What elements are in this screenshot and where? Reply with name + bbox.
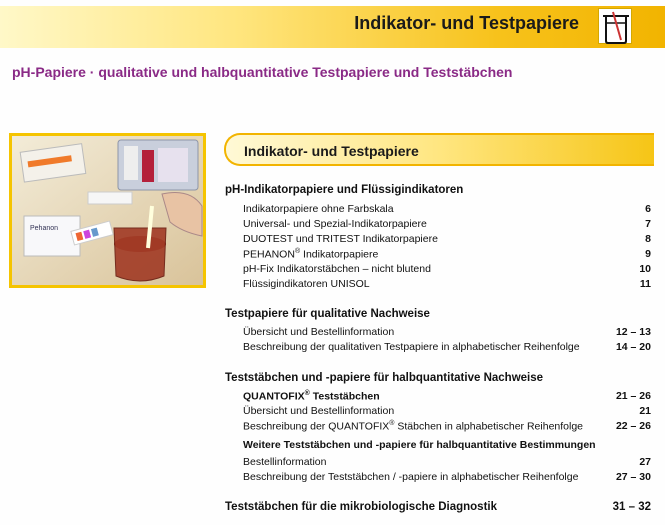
toc-entry[interactable]: Bestellinformation 27 bbox=[243, 456, 651, 468]
toc-subheading: Weitere Teststäbchen und -papiere für halbquantitative Bestimmungen bbox=[243, 439, 596, 451]
section-title-ph: pH-Indikatorpapiere und Flüssigindikatoren bbox=[225, 184, 464, 196]
toc-entry[interactable]: Beschreibung der Teststäbchen / -papiere in alphabetischer Reihenfolge 27 – 30 bbox=[243, 471, 651, 483]
subtitle: pH-Papiere · qualitative und halbquantitative Testpapiere und Teststäbchen bbox=[12, 64, 513, 80]
section-title-microbiology[interactable]: Teststäbchen für die mikrobiologische Diagnostik 31 – 32 bbox=[225, 501, 651, 513]
toc-entry[interactable]: Übersicht und Bestellinformation 21 bbox=[243, 405, 651, 417]
section-title-qualitative: Testpapiere für qualitative Nachweise bbox=[225, 308, 430, 320]
toc-entry[interactable]: Universal- und Spezial-Indikatorpapiere 7 bbox=[243, 218, 651, 230]
page-title: Indikator- und Testpapiere bbox=[354, 13, 579, 33]
product-photo bbox=[9, 133, 206, 288]
toc-entry[interactable]: Indikatorpapiere ohne Farbskala 6 bbox=[243, 203, 651, 215]
toc-entry[interactable]: Beschreibung der qualitativen Testpapiere in alphabetischer Reihenfolge 14 – 20 bbox=[243, 341, 651, 353]
toc-header bbox=[224, 133, 654, 166]
beaker-icon bbox=[598, 8, 632, 44]
toc-header-title: Indikator- und Testpapiere bbox=[244, 143, 419, 159]
toc-entry[interactable]: Beschreibung der QUANTOFIX® Stäbchen in alphabetischer Reihenfolge 22 – 26 bbox=[243, 420, 651, 433]
section-title-semiquantitative: Teststäbchen und -papiere für halbquantitative Nachweise bbox=[225, 372, 544, 384]
toc-entry[interactable]: QUANTOFIX® Teststäbchen 21 – 26 bbox=[243, 390, 651, 403]
toc-entry[interactable]: pH-Fix Indikatorstäbchen – nicht blutend 10 bbox=[243, 263, 651, 275]
box-label: Pehanon bbox=[30, 225, 59, 232]
toc-entry[interactable]: Flüssigindikatoren UNISOL 11 bbox=[243, 278, 651, 290]
toc-entry[interactable]: DUOTEST und TRITEST Indikatorpapiere 8 bbox=[243, 233, 651, 245]
toc-entry[interactable]: PEHANON® Indikatorpapiere 9 bbox=[243, 248, 651, 261]
toc-entry[interactable]: Übersicht und Bestellinformation 12 – 13 bbox=[243, 326, 651, 338]
